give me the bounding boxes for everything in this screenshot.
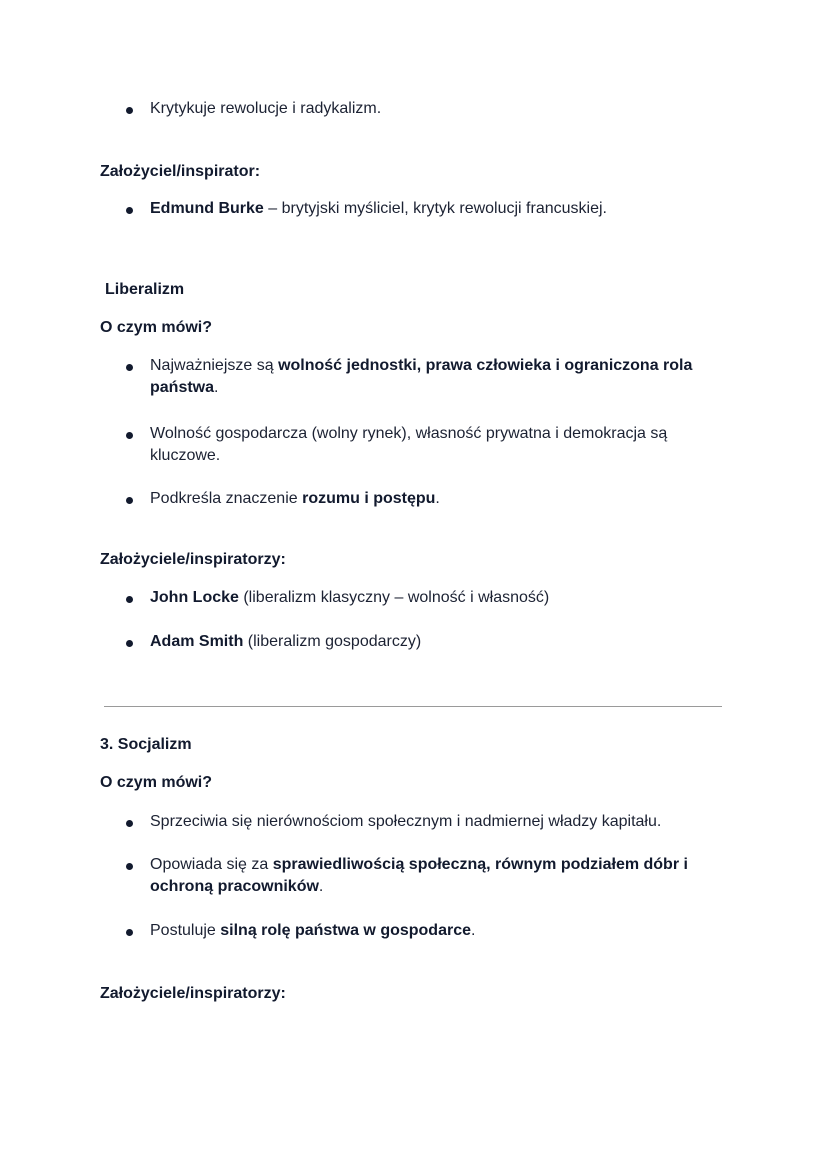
list-item xyxy=(126,854,726,898)
list-item-text: Opowiada się za sprawiedliwością społeczną, równym podziałem dóbr i ochroną pracowników. xyxy=(150,856,688,895)
section-title: Liberalizm xyxy=(105,281,185,298)
bullet-icon xyxy=(126,207,133,214)
bullet-icon xyxy=(126,497,133,504)
list-item-text: Najważniejsze są wolność jednostki, prawa człowieka i ograniczona rola państwa. xyxy=(150,357,693,396)
list-item-text: Adam Smith (liberalizm gospodarczy) xyxy=(150,633,422,650)
horizontal-divider xyxy=(104,706,722,707)
list-item-text: Postuluje silną rolę państwa w gospodarce. xyxy=(150,922,476,939)
list-item xyxy=(126,811,726,833)
bullet-icon xyxy=(126,863,133,870)
bullet-icon xyxy=(126,364,133,371)
list-item xyxy=(126,198,726,220)
founders-label: Założyciele/inspiratorzy: xyxy=(100,551,286,568)
section-title: 3. Socjalizm xyxy=(100,736,192,753)
bullet-icon xyxy=(126,107,133,114)
bullet-icon xyxy=(126,820,133,827)
list-item xyxy=(126,587,726,609)
bullet-icon xyxy=(126,929,133,936)
bullet-icon xyxy=(126,640,133,647)
list-item-text: Sprzeciwia się nierównościom społecznym i nadmiernej władzy kapitału. xyxy=(150,813,662,830)
list-item xyxy=(126,423,726,467)
founders-label: Założyciel/inspirator: xyxy=(100,163,261,180)
about-label: O czym mówi? xyxy=(100,319,213,336)
bullet-icon xyxy=(126,596,133,603)
list-item-text: Edmund Burke – brytyjski myśliciel, krytyk rewolucji francuskiej. xyxy=(150,200,607,217)
list-item xyxy=(126,631,726,653)
list-item xyxy=(126,488,726,510)
list-item-text: Podkreśla znaczenie rozumu i postępu. xyxy=(150,490,440,507)
founders-label: Założyciele/inspiratorzy: xyxy=(100,985,286,1002)
list-item-text: Wolność gospodarcza (wolny rynek), własność prywatna i demokracja są kluczowe. xyxy=(150,425,668,464)
list-item-text: Krytykuje rewolucje i radykalizm. xyxy=(150,100,382,117)
list-item-text: John Locke (liberalizm klasyczny – wolność i własność) xyxy=(150,589,550,606)
bullet-icon xyxy=(126,432,133,439)
list-item xyxy=(126,355,726,399)
about-label: O czym mówi? xyxy=(100,774,213,791)
list-item xyxy=(126,920,726,942)
list-item xyxy=(126,98,726,120)
